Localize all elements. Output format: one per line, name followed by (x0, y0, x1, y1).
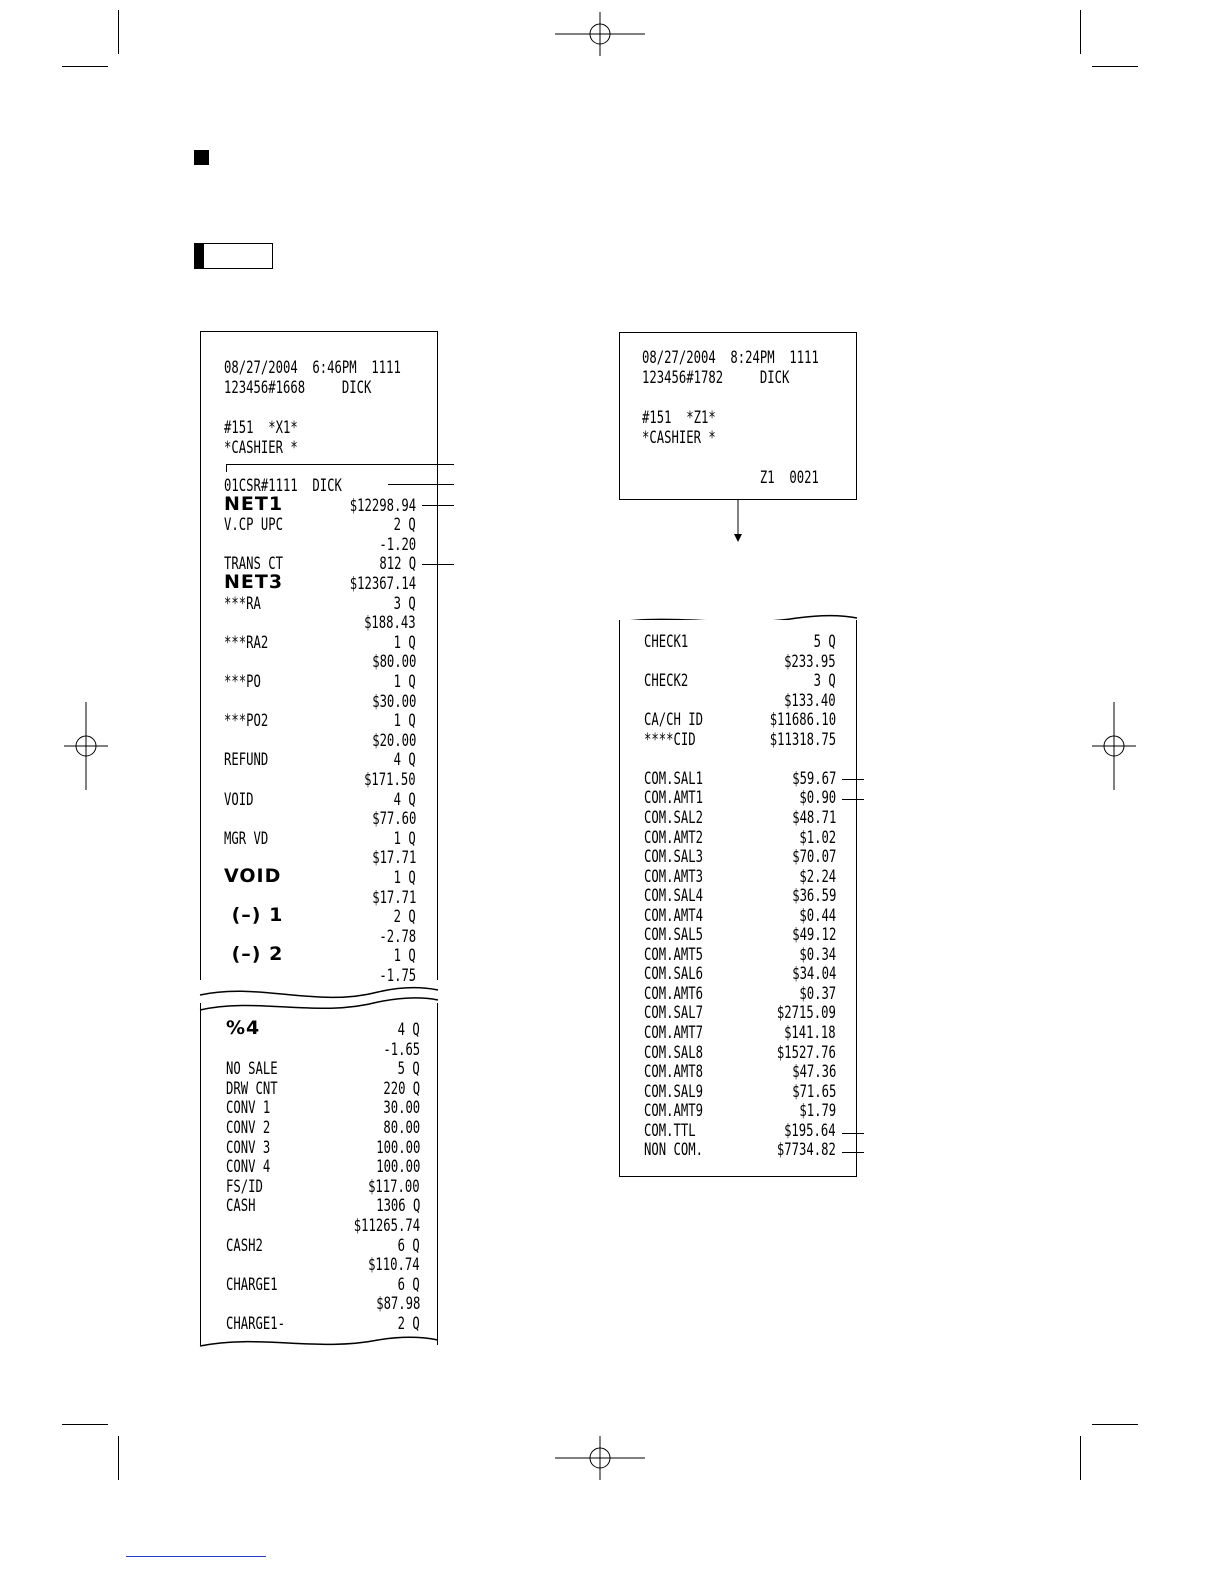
receipt-value: 2 Q (393, 907, 416, 928)
receipt-value: $11318.75 (769, 729, 836, 750)
receipt-label: COM.AMT5 (644, 944, 703, 965)
receipt-value: 1306 Q (375, 1196, 420, 1217)
receipt-value: 5 Q (813, 632, 836, 652)
receipt-value: $17.71 (371, 848, 416, 869)
receipt-value: $30.00 (371, 691, 416, 712)
receipt-label: CONV 2 (226, 1118, 271, 1138)
receipt-label: (–) 1 (224, 904, 284, 927)
section-bullet-icon (194, 150, 209, 165)
receipt-label: ***PO2 (224, 711, 269, 732)
receipt-value: $36.59 (791, 886, 836, 907)
receipt-label: NET3 (224, 571, 284, 593)
callout-line (422, 505, 454, 506)
receipt-value: -2.78 (379, 926, 416, 947)
registration-mark-right (1088, 700, 1140, 792)
receipt-value: $171.50 (364, 770, 416, 790)
cashier-bracket-tick (226, 464, 227, 472)
receipt-label: CONV 4 (226, 1157, 271, 1178)
receipt-value: $59.67 (791, 768, 836, 789)
receipt-label: COM.AMT4 (644, 905, 703, 926)
receipt-label: COM.SAL1 (644, 768, 703, 789)
receipt-label: COM.AMT1 (644, 788, 703, 809)
registration-mark-left (60, 700, 112, 792)
receipt-label: 08/27/2004 6:46PM 1111 (224, 358, 401, 378)
receipt-label: COM.AMT8 (644, 1062, 703, 1083)
receipt-value: $0.90 (799, 788, 836, 809)
receipt-label: COM.SAL6 (644, 964, 703, 985)
receipt-value: $77.60 (371, 809, 416, 830)
receipt-label: CASH2 (226, 1235, 263, 1256)
receipt-value: $141.18 (784, 1023, 836, 1043)
receipt-label: V.CP UPC (224, 515, 283, 536)
receipt-value: $12298.94 (349, 495, 416, 516)
receipt-value: 3 Q (393, 593, 416, 614)
receipt-value: $11265.74 (353, 1216, 420, 1236)
receipt-label: COM.SAL2 (644, 807, 703, 828)
receipt-label: COM.SAL3 (644, 847, 703, 868)
receipt-label: COM.AMT6 (644, 983, 703, 1004)
receipt-label: CHARGE1 (226, 1274, 278, 1295)
callout-line (388, 484, 454, 485)
registration-mark-bottom (550, 1432, 650, 1484)
receipt-label: #151 *X1* (224, 418, 298, 438)
receipt-label: REFUND (224, 750, 269, 771)
receipt-value: $47.36 (791, 1062, 836, 1083)
receipt-value: 5 Q (397, 1059, 420, 1080)
receipt-value: 100.00 (375, 1137, 420, 1158)
receipt-value: $195.64 (784, 1120, 836, 1141)
receipt-label: DRW CNT (226, 1078, 278, 1099)
footer-rule (126, 1556, 266, 1557)
receipt-value: $233.95 (784, 651, 836, 672)
receipt-value: 1 Q (393, 711, 416, 732)
arrow-down-icon (730, 500, 746, 544)
receipt-label: COM.SAL8 (644, 1042, 703, 1063)
receipt-label: CASH (226, 1196, 256, 1217)
receipt-value: $110.74 (368, 1255, 420, 1276)
receipt-value: $133.40 (784, 690, 836, 711)
receipt-label: NET1 (224, 492, 284, 515)
receipt-value: -1.65 (383, 1039, 420, 1060)
callout-line (422, 564, 454, 565)
receipt-label: NON COM. (644, 1140, 703, 1161)
receipt-value: 2 Q (397, 1314, 420, 1334)
receipt-label: TRANS CT (224, 554, 283, 575)
receipt-label: VOID (224, 789, 254, 810)
receipt-value: $188.43 (364, 613, 416, 634)
receipt-value: 80.00 (383, 1118, 420, 1138)
receipt-label: COM.SAL9 (644, 1081, 703, 1102)
receipt-value: $2.24 (799, 866, 836, 887)
receipt-value: 1 Q (393, 828, 416, 849)
callout-line (842, 1133, 864, 1134)
receipt-value: $49.12 (791, 925, 836, 946)
receipt-label: CONV 3 (226, 1137, 271, 1158)
receipt-label: COM.TTL (644, 1120, 696, 1141)
receipt-value: 1 Q (393, 672, 416, 692)
receipt-label: ***RA (224, 593, 261, 614)
receipt-value: $2715.09 (777, 1003, 836, 1024)
receipt-label: (–) 2 (224, 943, 284, 966)
receipt-value: 30.00 (383, 1098, 420, 1119)
receipt-value: 100.00 (375, 1157, 420, 1178)
receipt-label: COM.AMT9 (644, 1101, 703, 1122)
mode-tag-box (194, 243, 273, 269)
receipt-value: $71.65 (791, 1081, 836, 1102)
receipt-label: CHECK1 (644, 632, 689, 652)
receipt-label: 123456#1668 DICK (224, 378, 372, 398)
receipt-value: 4 Q (393, 750, 416, 771)
receipt-value: -1.20 (379, 534, 416, 555)
receipt-value: $70.07 (791, 847, 836, 868)
receipt-label: 01CSR#1111 DICK (224, 476, 342, 496)
receipt-label: *CASHIER * (642, 428, 716, 448)
receipt-label: CONV 1 (226, 1098, 271, 1119)
receipt-value: 1 Q (393, 946, 416, 967)
receipt-value: 6 Q (397, 1235, 420, 1256)
registration-mark-top (550, 8, 650, 60)
receipt-label: 123456#1782 DICK (642, 368, 790, 388)
receipt-label: ***RA2 (224, 632, 269, 653)
receipt-value: 1 Q (393, 632, 416, 653)
receipt-label: COM.SAL4 (644, 886, 703, 907)
receipt-value: $12367.14 (349, 574, 416, 594)
receipt-label: Z1 0021 (642, 468, 819, 488)
callout-line (842, 799, 864, 800)
receipt-value: $1527.76 (777, 1042, 836, 1063)
receipt-value: $20.00 (371, 730, 416, 751)
receipt-value: $7734.82 (777, 1140, 836, 1161)
receipt-label: ***PO (224, 672, 261, 692)
receipt-label: CA/CH ID (644, 710, 703, 731)
receipt-value: $0.34 (799, 944, 836, 965)
receipt-label: MGR VD (224, 828, 269, 849)
receipt-value: $11686.10 (769, 710, 836, 731)
receipt-value: $80.00 (371, 652, 416, 673)
receipt-value: 6 Q (397, 1274, 420, 1295)
receipt-value: $117.00 (368, 1176, 420, 1197)
receipt-label: CHECK2 (644, 671, 689, 692)
receipt-label: FS/ID (226, 1176, 263, 1197)
receipt-label: COM.AMT3 (644, 866, 703, 887)
receipt-value: $1.02 (799, 827, 836, 848)
receipt-value: $0.44 (799, 905, 836, 926)
receipt-value: $17.71 (371, 887, 416, 908)
receipt-label: CHARGE1- (226, 1314, 285, 1334)
receipt-label: ****CID (644, 729, 696, 750)
receipt-label: VOID (224, 865, 282, 887)
receipt-value: 4 Q (397, 1020, 420, 1040)
receipt-value: 1 Q (393, 868, 416, 888)
receipt-value: $0.37 (799, 983, 836, 1004)
cashier-bracket (226, 464, 454, 465)
receipt-value: 4 Q (393, 789, 416, 810)
receipt-label: *CASHIER * (224, 438, 298, 458)
receipt-value: 2 Q (393, 515, 416, 536)
receipt-label: COM.SAL5 (644, 925, 703, 946)
x1-receipt-tear-bottom-top (198, 992, 442, 1016)
receipt-value: $1.79 (799, 1101, 836, 1122)
receipt-label: #151 *Z1* (642, 408, 716, 428)
receipt-value: 812 Q (379, 554, 416, 575)
receipt-value: 3 Q (813, 671, 836, 692)
receipt-value: $87.98 (375, 1294, 420, 1315)
receipt-value: 220 Q (383, 1078, 420, 1099)
receipt-label: COM.SAL7 (644, 1003, 703, 1024)
receipt-label: %4 (226, 1017, 261, 1039)
receipt-value: -1.75 (379, 966, 416, 986)
receipt-value: $34.04 (791, 964, 836, 985)
receipt-label: NO SALE (226, 1059, 278, 1080)
callout-line (842, 779, 864, 780)
callout-line (842, 1152, 864, 1153)
receipt-value: $48.71 (791, 807, 836, 828)
receipt-label: COM.AMT7 (644, 1023, 703, 1043)
receipt-label: COM.AMT2 (644, 827, 703, 848)
receipt-label: 08/27/2004 8:24PM 1111 (642, 348, 819, 368)
